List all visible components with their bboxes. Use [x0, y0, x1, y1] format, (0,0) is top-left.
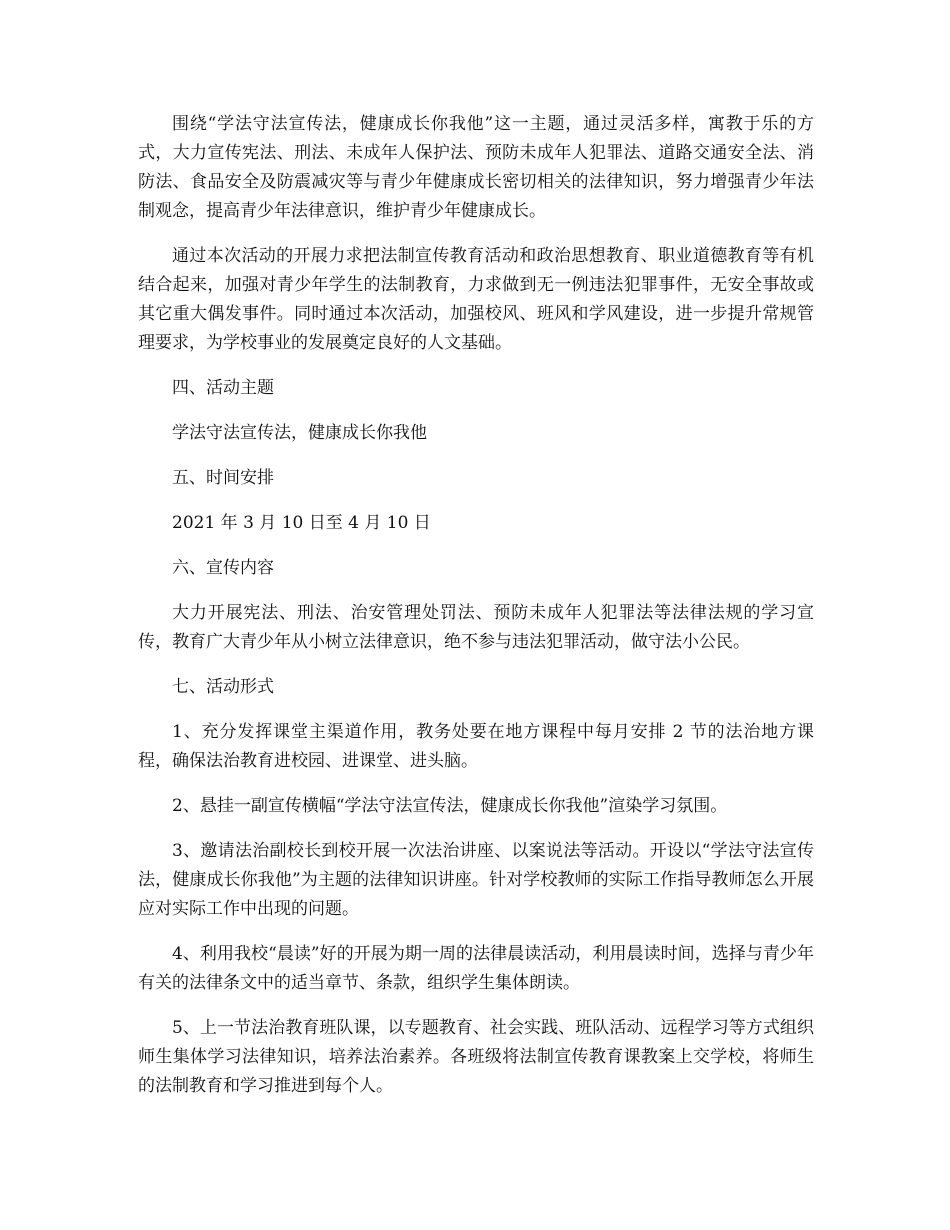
form-item-3: 3、邀请法治副校长到校开展一次法治讲座、以案说法等活动。开设以“学法守法宣传法，健康成长你我他”为主题的法律知识讲座。针对学校教师的实际工作指导教师怎么开展应对实际工作中出现的问题。 [138, 841, 814, 919]
intro-paragraph-1: 围绕“学法守法宣传法，健康成长你我他”这一主题，通过灵活多样，寓教于乐的方式，大力宣传宪法、刑法、未成年人保护法、预防未成年人犯罪法、道路交通安全法、消防法、食品安全及防震减灾等与青少年健康成长密切相关的法律知识，努力增强青少年法制观念，提高青少年法律意识，维护青少年健康成长。 [138, 114, 814, 221]
form-item-1: 1、充分发挥课堂主渠道作用，教务处要在地方课程中每月安排 2 节的法治地方课程，确保法治教育进校园、进课堂、进头脑。 [138, 722, 814, 771]
form-item-2: 2、悬挂一副宣传横幅“学法守法宣传法，健康成长你我他”渲染学习氛围。 [172, 796, 728, 816]
form-item-5: 5、上一节法治教育班队课，以专题教育、社会实践、班队活动、远程学习等方式组织师生集体学习法律知识，培养法治素养。各班级将法制宣传教育课教案上交学校，将师生的法制教育和学习推进到每个人。 [138, 1018, 814, 1096]
section-heading-schedule: 五、时间安排 [172, 468, 274, 488]
intro-paragraph-2: 通过本次活动的开展力求把法制宣传教育活动和政治思想教育、职业道德教育等有机结合起来，加强对青少年学生的法制教育，力求做到无一例违法犯罪事件，无安全事故或其它重大偶发事件。同时通过本次活动，加强校风、班风和学风建设，进一步提升常规管理要求，为学校事业的发展奠定良好的人文基础。 [138, 246, 814, 353]
section-heading-theme: 四、活动主题 [172, 378, 274, 398]
section-heading-forms: 七、活动形式 [172, 677, 274, 697]
document-body [138, 110, 814, 1117]
schedule-text: 2021 年 3 月 10 日至 4 月 10 日 [172, 513, 431, 533]
content-text: 大力开展宪法、刑法、治安管理处罚法、预防未成年人犯罪法等法律法规的学习宣传，教育广大青少年从小树立法律意识，绝不参与违法犯罪活动，做守法小公民。 [138, 603, 814, 652]
form-item-4: 4、利用我校“晨读”好的开展为期一周的法律晨读活动，利用晨读时间，选择与青少年有关的法律条文中的适当章节、条款，组织学生集体朗读。 [138, 944, 814, 993]
section-heading-content: 六、宣传内容 [172, 558, 274, 578]
theme-text: 学法守法宣传法，健康成长你我他 [172, 423, 427, 443]
